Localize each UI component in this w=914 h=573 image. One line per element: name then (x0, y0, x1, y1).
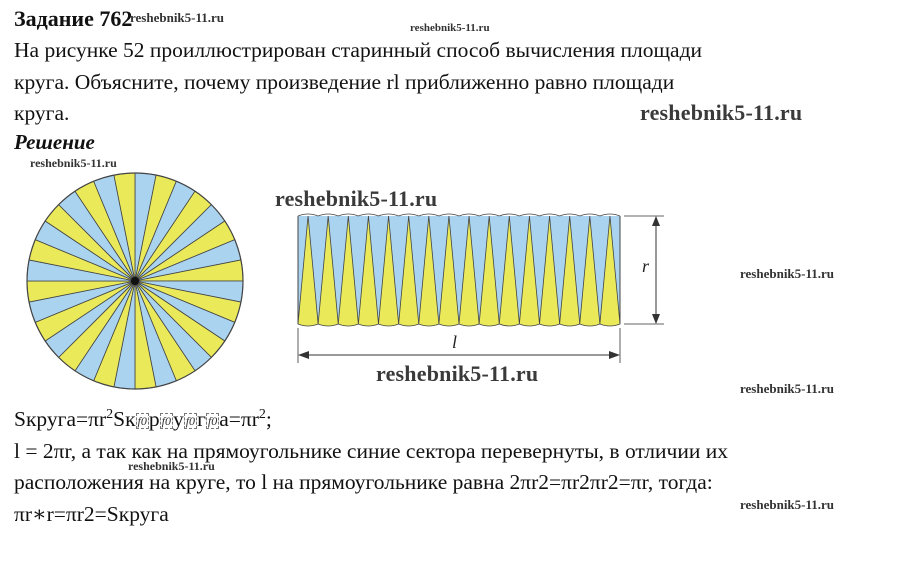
watermark: reshebnik5-11.ru (410, 22, 490, 34)
unrolled-rectangle-figure (290, 206, 670, 376)
formula-text: р (148, 407, 160, 431)
rectangle-sector-arc (379, 214, 399, 216)
missing-glyph-box: f0 (161, 414, 171, 429)
rectangle-sector-arc (600, 214, 620, 216)
formula-text: у (172, 407, 184, 431)
formula-text: а=πr (219, 407, 259, 431)
arrowhead (652, 216, 660, 226)
rectangle-sector-arc (338, 214, 358, 216)
solution-line-4: πr∗r=πr2=Sкруга (14, 502, 169, 526)
task-title: Задание 762 (14, 6, 133, 31)
task-text-line-2: круга. Объясните, почему произведение rl приближенно равно площади (14, 70, 675, 94)
rectangle-sector-arc (459, 214, 479, 216)
arrowhead (609, 351, 620, 359)
solution-heading: Решение (14, 130, 95, 154)
watermark: reshebnik5-11.ru (130, 10, 225, 25)
rectangle-sector-arc (439, 214, 459, 216)
task-text-line-3: круга. (14, 101, 70, 125)
area-formula (14, 407, 272, 432)
r-label: r (642, 256, 650, 276)
watermark: reshebnik5-11.ru (275, 186, 438, 211)
formula-exponent: 2 (106, 406, 114, 422)
rectangle-sector-arc (519, 214, 539, 216)
rectangle-sector-arc (399, 214, 419, 216)
watermark: reshebnik5-11.ru (640, 100, 803, 125)
rectangle-sector-arc (318, 214, 338, 216)
task-text-line-1: На рисунке 52 проиллюстрирован старинный способ вычисления площади (14, 38, 703, 62)
rectangle-sector-arc (479, 214, 499, 216)
missing-glyph-box: f0 (185, 414, 196, 429)
watermark: reshebnik5-11.ru (740, 497, 835, 512)
arrowhead (298, 351, 309, 359)
formula-text: Sк (113, 407, 136, 431)
watermark: reshebnik5-11.ru (740, 266, 835, 281)
missing-glyph-box: f0 (137, 414, 147, 429)
circle-center (131, 277, 139, 285)
sector-circle-figure (22, 168, 248, 394)
rectangle-sector-arc (298, 214, 318, 216)
solution-line-2: l = 2πr, а так как на прямоугольнике синие сектора перевернуты, в отличии их (14, 439, 728, 463)
solution-line-3: расположения на круге, то l на прямоугольнике равна 2πr2=πr2πr2=πr, тогда: (14, 470, 713, 494)
rectangle-sector-arc (560, 214, 580, 216)
rectangle-sector-arc (580, 214, 600, 216)
watermark: reshebnik5-11.ru (740, 381, 835, 396)
formula-text: ; (265, 407, 272, 431)
formula-exponent: 2 (258, 406, 266, 422)
arrowhead (652, 314, 660, 324)
watermark: reshebnik5-11.ru (128, 459, 215, 473)
rectangle-sector-arc (540, 214, 560, 216)
rectangle-sector-arc (419, 214, 439, 216)
l-label: l (452, 332, 458, 352)
rectangle-sector-arc (499, 214, 519, 216)
formula-text: Sкруга=πr (14, 407, 107, 431)
watermark: reshebnik5-11.ru (30, 156, 117, 170)
watermark: reshebnik5-11.ru (376, 361, 539, 386)
rectangle-sector-arc (358, 214, 378, 216)
missing-glyph-box: f0 (207, 414, 218, 429)
formula-text: г (197, 407, 206, 431)
